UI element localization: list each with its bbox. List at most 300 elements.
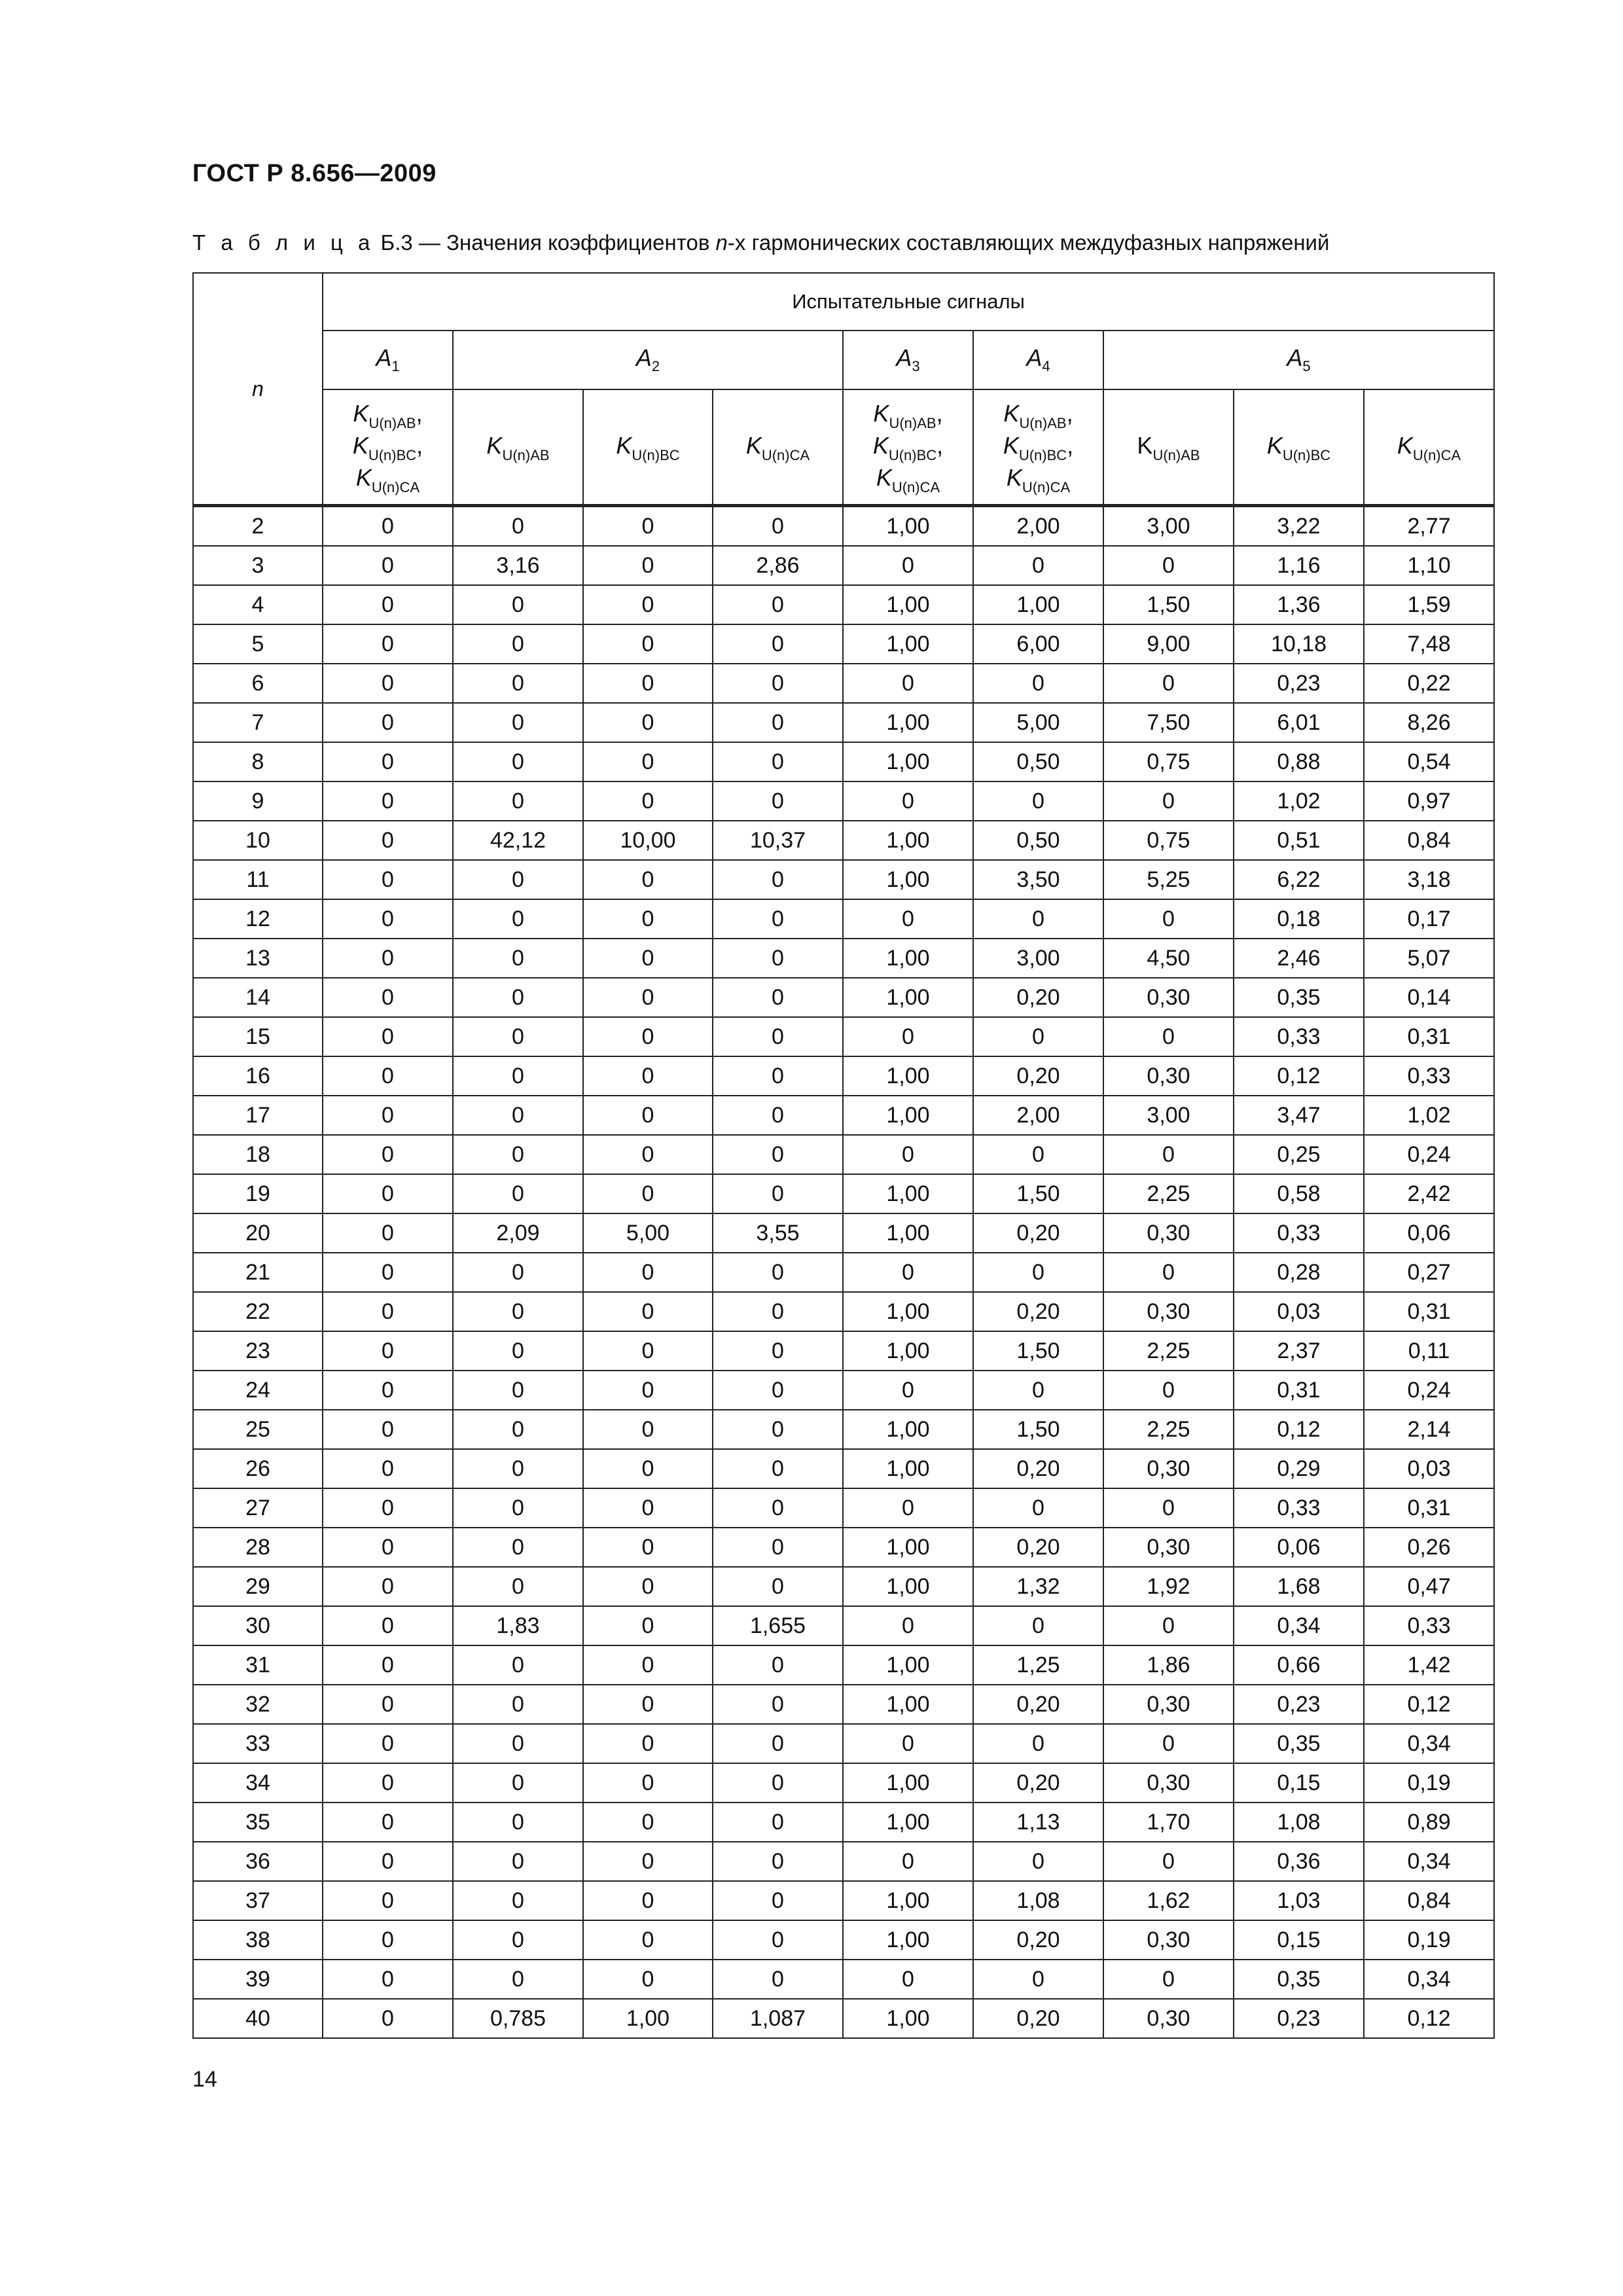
- coefficient-cell: 0: [323, 1449, 453, 1488]
- coefficient-cell: 0: [453, 1724, 583, 1763]
- coefficient-cell: 0: [713, 860, 843, 899]
- coefficient-cell: 0: [323, 703, 453, 742]
- signal-a2-header: $A_2$: [453, 331, 843, 389]
- coefficient-cell: 0: [323, 1528, 453, 1567]
- harmonic-number-cell: 38: [193, 1920, 323, 1960]
- caption-number: Б.3: [380, 230, 413, 255]
- harmonic-number-cell: 35: [193, 1803, 323, 1842]
- coefficient-cell: 0: [973, 1135, 1103, 1174]
- coefficient-cell: 0,30: [1103, 1213, 1234, 1253]
- coefficient-cell: 0: [583, 546, 713, 585]
- table-row: [193, 546, 1494, 585]
- signal-a4-header: $A_4$: [973, 331, 1103, 389]
- coefficient-cell: 0,26: [1364, 1528, 1494, 1567]
- coefficient-cell: 0: [713, 1763, 843, 1803]
- coefficient-cell: 1,25: [973, 1645, 1103, 1685]
- coefficient-cell: 0,20: [973, 1528, 1103, 1567]
- coefficient-cell: 0: [843, 664, 973, 703]
- coefficient-cell: 0: [453, 1763, 583, 1803]
- a5-k-ab-header: $K_{U(n)AB}$: [1103, 389, 1234, 506]
- signal-a5-header: $A_5$: [1103, 331, 1494, 389]
- harmonic-number-cell: 37: [193, 1881, 323, 1920]
- signals-header: Испытательные сигналы: [323, 273, 1494, 331]
- coefficient-cell: 0,34: [1364, 1960, 1494, 1999]
- coefficient-cell: 0: [323, 1056, 453, 1096]
- coefficient-cell: 1,00: [843, 1920, 973, 1960]
- table-row: [193, 1488, 1494, 1528]
- coefficient-cell: 0: [973, 1724, 1103, 1763]
- table-row: [193, 506, 1494, 547]
- coefficient-cell: 0: [583, 1606, 713, 1645]
- coefficient-cell: 0: [713, 1724, 843, 1763]
- coefficient-cell: 0: [453, 1960, 583, 1999]
- harmonic-number-cell: 31: [193, 1645, 323, 1685]
- table-row: [193, 1213, 1494, 1253]
- coefficient-cell: 0: [973, 1960, 1103, 1999]
- coefficient-cell: 0: [1103, 1606, 1234, 1645]
- coefficient-cell: 0: [453, 1410, 583, 1449]
- a5-k-ca-header: $K_{U(n)CA}$: [1364, 389, 1494, 506]
- table-body: [193, 506, 1494, 2039]
- coefficient-cell: 6,00: [973, 624, 1103, 664]
- coefficient-cell: 1,00: [843, 1331, 973, 1371]
- coefficient-cell: 4,50: [1103, 939, 1234, 978]
- coefficient-cell: 0: [583, 781, 713, 821]
- harmonic-number-cell: 27: [193, 1488, 323, 1528]
- coefficient-cell: 2,25: [1103, 1410, 1234, 1449]
- coefficient-cell: 1,00: [843, 1645, 973, 1685]
- coefficient-cell: 0: [583, 1685, 713, 1724]
- coefficient-cell: 0: [843, 1371, 973, 1410]
- coefficient-cell: 0: [583, 899, 713, 939]
- coefficient-cell: 0,19: [1364, 1763, 1494, 1803]
- coefficient-cell: 0: [973, 664, 1103, 703]
- coefficient-cell: 1,00: [843, 1999, 973, 2038]
- coefficient-cell: 0: [583, 1253, 713, 1292]
- coefficient-cell: 1,00: [843, 1763, 973, 1803]
- table-row: [193, 1999, 1494, 2038]
- harmonic-number-cell: 11: [193, 860, 323, 899]
- table-row: [193, 1881, 1494, 1920]
- coefficient-cell: 0: [583, 1488, 713, 1528]
- coefficient-cell: 1,50: [1103, 585, 1234, 624]
- table-row: [193, 1528, 1494, 1567]
- table-row: [193, 1960, 1494, 1999]
- coefficient-cell: 0: [1103, 781, 1234, 821]
- harmonic-number-cell: 10: [193, 821, 323, 860]
- coefficient-cell: 0: [583, 1331, 713, 1371]
- coefficient-cell: 0: [1103, 1724, 1234, 1763]
- coefficient-cell: 0: [713, 1292, 843, 1331]
- harmonic-number-cell: 16: [193, 1056, 323, 1096]
- table-row: [193, 664, 1494, 703]
- coefficient-cell: 0,66: [1234, 1645, 1364, 1685]
- coefficient-cell: 0,34: [1364, 1842, 1494, 1881]
- coefficient-cell: 0: [453, 624, 583, 664]
- coefficient-cell: 0: [973, 1488, 1103, 1528]
- coefficient-cell: 0,20: [973, 1056, 1103, 1096]
- coefficient-cell: 0,30: [1103, 1685, 1234, 1724]
- coefficient-cell: 0,34: [1234, 1606, 1364, 1645]
- coefficient-cell: 0: [583, 1371, 713, 1410]
- coefficient-cell: 0,23: [1234, 664, 1364, 703]
- coefficient-cell: 0: [323, 742, 453, 781]
- coefficient-cell: 0: [583, 1096, 713, 1135]
- coefficient-cell: 0: [323, 1606, 453, 1645]
- a2-k-ca-header: $K_{U(n)CA}$: [713, 389, 843, 506]
- signal-a3-header: $A_3$: [843, 331, 973, 389]
- coefficient-cell: 0,24: [1364, 1135, 1494, 1174]
- coefficient-cell: 5,00: [583, 1213, 713, 1253]
- coefficient-cell: 1,02: [1234, 781, 1364, 821]
- coefficient-cell: 0: [713, 978, 843, 1017]
- coefficient-cell: 0: [843, 1960, 973, 1999]
- coefficient-cell: 0: [323, 506, 453, 547]
- table-row: [193, 1292, 1494, 1331]
- table-row: [193, 1685, 1494, 1724]
- coefficient-cell: 0: [843, 1135, 973, 1174]
- coefficient-cell: 0: [453, 1331, 583, 1371]
- coefficient-cell: 1,13: [973, 1803, 1103, 1842]
- harmonic-number-cell: 36: [193, 1842, 323, 1881]
- coefficient-cell: 7,50: [1103, 703, 1234, 742]
- coefficient-cell: 0: [1103, 1017, 1234, 1056]
- coefficient-cell: 0,47: [1364, 1567, 1494, 1606]
- coefficient-cell: 1,00: [843, 1528, 973, 1567]
- coefficient-cell: 0,23: [1234, 1999, 1364, 2038]
- coefficients-table: [192, 272, 1495, 2039]
- signal-a1-header: $A_1$: [323, 331, 453, 389]
- coefficient-cell: 0: [843, 1488, 973, 1528]
- coefficient-cell: 0: [323, 1371, 453, 1410]
- coefficient-cell: 0,58: [1234, 1174, 1364, 1213]
- coefficient-cell: 0,20: [973, 1213, 1103, 1253]
- coefficient-cell: 0: [323, 1920, 453, 1960]
- coefficient-cell: 0: [1103, 1960, 1234, 1999]
- coefficient-cell: 0: [583, 624, 713, 664]
- coefficient-cell: 0,51: [1234, 821, 1364, 860]
- coefficient-cell: 0,89: [1364, 1803, 1494, 1842]
- coefficient-cell: 0: [453, 664, 583, 703]
- coefficient-cell: 0: [713, 1017, 843, 1056]
- document-header: ГОСТ Р 8.656—2009: [192, 160, 437, 187]
- coefficient-cell: 0,15: [1234, 1920, 1364, 1960]
- coefficient-cell: 0: [323, 664, 453, 703]
- coefficient-cell: 1,00: [843, 506, 973, 547]
- coefficient-cell: 0: [1103, 1371, 1234, 1410]
- coefficient-cell: 3,18: [1364, 860, 1494, 899]
- a2-k-bc-header: $K_{U(n)BC}$: [583, 389, 713, 506]
- coefficient-cell: 0,84: [1364, 821, 1494, 860]
- coefficient-cell: 0: [583, 1292, 713, 1331]
- coefficient-cell: 1,00: [843, 860, 973, 899]
- table-row: [193, 1449, 1494, 1488]
- coefficient-cell: 0,06: [1364, 1213, 1494, 1253]
- coefficient-cell: 0: [453, 1881, 583, 1920]
- harmonic-number-cell: 3: [193, 546, 323, 585]
- coefficient-cell: 0: [453, 1292, 583, 1331]
- coefficient-cell: 0: [453, 1017, 583, 1056]
- harmonic-number-cell: 12: [193, 899, 323, 939]
- coefficient-cell: 0: [453, 1371, 583, 1410]
- coefficient-cell: 0,75: [1103, 742, 1234, 781]
- coefficient-cell: 1,00: [973, 585, 1103, 624]
- coefficient-cell: 2,46: [1234, 939, 1364, 978]
- coefficient-cell: 0,35: [1234, 1724, 1364, 1763]
- coefficient-cell: 0,31: [1364, 1292, 1494, 1331]
- coefficient-cell: 0: [323, 546, 453, 585]
- coefficient-cell: 2,25: [1103, 1331, 1234, 1371]
- coefficient-cell: 0: [843, 1017, 973, 1056]
- harmonic-number-cell: 23: [193, 1331, 323, 1371]
- coefficient-cell: 0: [713, 1056, 843, 1096]
- coefficient-cell: 0: [583, 1056, 713, 1096]
- coefficient-cell: 0: [453, 1096, 583, 1135]
- coefficient-cell: 0,33: [1234, 1213, 1364, 1253]
- coefficient-cell: 0,50: [973, 821, 1103, 860]
- coefficient-cell: 1,00: [843, 1803, 973, 1842]
- a5-k-bc-header: $K_{U(n)BC}$: [1234, 389, 1364, 506]
- coefficient-cell: 0: [323, 899, 453, 939]
- coefficient-cell: 0: [583, 1410, 713, 1449]
- coefficient-cell: 1,00: [843, 1096, 973, 1135]
- coefficient-cell: 0: [453, 506, 583, 547]
- coefficient-cell: 0: [323, 1645, 453, 1685]
- table-row: [193, 978, 1494, 1017]
- coefficient-cell: 0,31: [1364, 1488, 1494, 1528]
- coefficient-cell: 1,00: [843, 821, 973, 860]
- coefficient-cell: 0: [323, 1999, 453, 2038]
- harmonic-number-cell: 18: [193, 1135, 323, 1174]
- coefficient-cell: 0: [453, 585, 583, 624]
- harmonic-number-cell: 33: [193, 1724, 323, 1763]
- caption-text-before: — Значения коэффициентов: [412, 230, 716, 255]
- coefficient-cell: 0,15: [1234, 1763, 1364, 1803]
- table-row: [193, 1410, 1494, 1449]
- coefficient-cell: 0: [1103, 1488, 1234, 1528]
- coefficient-cell: 0: [323, 860, 453, 899]
- coefficient-cell: 1,00: [583, 1999, 713, 2038]
- coefficient-cell: 0,97: [1364, 781, 1494, 821]
- table-row: [193, 1135, 1494, 1174]
- coefficient-cell: 0: [583, 1881, 713, 1920]
- coefficient-cell: 0: [713, 1842, 843, 1881]
- harmonic-number-cell: 2: [193, 506, 323, 547]
- table-row: [193, 1763, 1494, 1803]
- harmonic-number-cell: 29: [193, 1567, 323, 1606]
- coefficient-cell: 0: [713, 1685, 843, 1724]
- harmonic-number-cell: 19: [193, 1174, 323, 1213]
- coefficient-cell: 0,30: [1103, 1449, 1234, 1488]
- coefficient-cell: 2,00: [973, 1096, 1103, 1135]
- coefficient-cell: 0: [323, 1292, 453, 1331]
- coefficient-cell: 0,33: [1364, 1056, 1494, 1096]
- table-row: [193, 860, 1494, 899]
- coefficient-cell: 0: [323, 1017, 453, 1056]
- table-row: [193, 742, 1494, 781]
- coefficient-cell: 0: [453, 1488, 583, 1528]
- coefficient-cell: 0: [453, 1174, 583, 1213]
- coefficient-cell: 0: [713, 1331, 843, 1371]
- coefficient-cell: 1,00: [843, 939, 973, 978]
- table-row: [193, 703, 1494, 742]
- coefficient-cell: 0: [583, 585, 713, 624]
- coefficient-cell: 0: [713, 624, 843, 664]
- coefficient-cell: 0,12: [1234, 1056, 1364, 1096]
- coefficient-cell: 0: [1103, 1842, 1234, 1881]
- harmonic-number-cell: 25: [193, 1410, 323, 1449]
- coefficient-cell: 0: [323, 1803, 453, 1842]
- coefficient-cell: 0,20: [973, 978, 1103, 1017]
- coefficient-cell: 0: [323, 1763, 453, 1803]
- coefficient-cell: 0,34: [1364, 1724, 1494, 1763]
- table-row: [193, 1096, 1494, 1135]
- coefficient-cell: 0,33: [1234, 1488, 1364, 1528]
- coefficient-cell: 0,30: [1103, 1056, 1234, 1096]
- coefficient-cell: 0: [453, 1645, 583, 1685]
- coefficient-cell: 0,03: [1364, 1449, 1494, 1488]
- coefficient-cell: 5,25: [1103, 860, 1234, 899]
- coefficient-cell: 1,00: [843, 1056, 973, 1096]
- table-row: [193, 1056, 1494, 1096]
- table-row: [193, 1803, 1494, 1842]
- harmonic-number-cell: 24: [193, 1371, 323, 1410]
- coefficient-cell: 0,30: [1103, 1528, 1234, 1567]
- coefficient-cell: 0: [453, 1056, 583, 1096]
- coefficient-cell: 0: [453, 939, 583, 978]
- coefficient-cell: 0,33: [1234, 1017, 1364, 1056]
- coefficient-cell: 0: [583, 1763, 713, 1803]
- coefficient-cell: 0: [453, 1803, 583, 1842]
- harmonic-number-cell: 6: [193, 664, 323, 703]
- coefficient-cell: 0,75: [1103, 821, 1234, 860]
- harmonic-number-cell: 40: [193, 1999, 323, 2038]
- coefficient-cell: 3,00: [1103, 506, 1234, 547]
- coefficient-cell: 0: [323, 781, 453, 821]
- coefficient-cell: 0: [453, 742, 583, 781]
- coefficient-cell: 0: [323, 1096, 453, 1135]
- coefficient-cell: 0,23: [1234, 1685, 1364, 1724]
- coefficient-cell: 0,19: [1364, 1920, 1494, 1960]
- coefficient-cell: 0: [453, 1253, 583, 1292]
- table-row: [193, 1174, 1494, 1213]
- coefficient-cell: 0: [713, 1410, 843, 1449]
- coefficient-cell: 0: [713, 939, 843, 978]
- coefficient-cell: 2,14: [1364, 1410, 1494, 1449]
- coefficient-cell: 0,20: [973, 1920, 1103, 1960]
- caption-var: n: [715, 230, 728, 255]
- coefficient-cell: 0,30: [1103, 1763, 1234, 1803]
- table-row: [193, 1331, 1494, 1371]
- coefficient-cell: 3,50: [973, 860, 1103, 899]
- coefficient-cell: 2,00: [973, 506, 1103, 547]
- harmonic-number-cell: 5: [193, 624, 323, 664]
- coefficient-cell: 1,83: [453, 1606, 583, 1645]
- coefficient-cell: 0: [843, 1842, 973, 1881]
- coefficient-cell: 1,00: [843, 1449, 973, 1488]
- coefficient-cell: 0,50: [973, 742, 1103, 781]
- coefficient-cell: 0,28: [1234, 1253, 1364, 1292]
- coefficient-cell: 0: [713, 664, 843, 703]
- coefficient-cell: 0: [583, 506, 713, 547]
- coefficient-cell: 0,84: [1364, 1881, 1494, 1920]
- coefficient-cell: 1,00: [843, 1685, 973, 1724]
- harmonic-number-cell: 34: [193, 1763, 323, 1803]
- coefficient-cell: 0: [583, 1528, 713, 1567]
- harmonic-number-cell: 15: [193, 1017, 323, 1056]
- table-row: [193, 939, 1494, 978]
- coefficient-cell: 1,16: [1234, 546, 1364, 585]
- coefficient-cell: 0,20: [973, 1449, 1103, 1488]
- coefficient-cell: 0: [973, 546, 1103, 585]
- coefficient-cell: 0: [583, 1017, 713, 1056]
- coefficient-cell: 0,54: [1364, 742, 1494, 781]
- coefficient-cell: 0: [453, 1528, 583, 1567]
- coefficient-cell: 0,30: [1103, 1292, 1234, 1331]
- coefficient-cell: 1,68: [1234, 1567, 1364, 1606]
- coefficient-cell: 1,00: [843, 1410, 973, 1449]
- coefficient-cell: 0: [453, 1135, 583, 1174]
- coefficient-cell: 0,12: [1364, 1999, 1494, 2038]
- harmonic-number-cell: 32: [193, 1685, 323, 1724]
- coefficient-cell: 0: [973, 1253, 1103, 1292]
- coefficient-cell: 0: [713, 1371, 843, 1410]
- coefficient-cell: 1,00: [843, 1174, 973, 1213]
- coefficient-cell: 0,24: [1364, 1371, 1494, 1410]
- coefficient-cell: 1,03: [1234, 1881, 1364, 1920]
- coefficient-cell: 1,00: [843, 703, 973, 742]
- coefficient-cell: 0: [453, 781, 583, 821]
- coefficient-cell: 0: [713, 1449, 843, 1488]
- coefficient-cell: 0: [973, 1371, 1103, 1410]
- coefficient-cell: 6,22: [1234, 860, 1364, 899]
- harmonic-number-cell: 26: [193, 1449, 323, 1488]
- coefficient-cell: 0: [1103, 546, 1234, 585]
- coefficient-cell: 0: [1103, 899, 1234, 939]
- coefficient-cell: 0,30: [1103, 1920, 1234, 1960]
- a2-k-ab-header: $K_{U(n)AB}$: [453, 389, 583, 506]
- table-row: [193, 1567, 1494, 1606]
- coefficient-cell: 0,06: [1234, 1528, 1364, 1567]
- coefficient-cell: 10,37: [713, 821, 843, 860]
- harmonic-number-cell: 7: [193, 703, 323, 742]
- coefficient-cell: 1,50: [973, 1331, 1103, 1371]
- coefficient-cell: 0: [713, 1135, 843, 1174]
- coefficient-cell: 0: [843, 1253, 973, 1292]
- coefficient-cell: 0: [583, 1645, 713, 1685]
- a1-k-all-header: $K_{U(n)AB}$, $K_{U(n)BC}$, $K_{U(n)CA}$: [323, 389, 453, 506]
- coefficient-cell: 0: [1103, 1135, 1234, 1174]
- coefficient-cell: 0,25: [1234, 1135, 1364, 1174]
- coefficient-cell: 0: [323, 1881, 453, 1920]
- coefficient-cell: 0: [713, 1567, 843, 1606]
- coefficient-cell: 0: [583, 1567, 713, 1606]
- harmonic-number-cell: 21: [193, 1253, 323, 1292]
- coefficient-cell: 0: [713, 585, 843, 624]
- coefficient-cell: 1,50: [973, 1174, 1103, 1213]
- table-row: [193, 1920, 1494, 1960]
- coefficient-cell: 7,48: [1364, 624, 1494, 664]
- coefficient-cell: 1,00: [843, 624, 973, 664]
- coefficient-cell: 0,20: [973, 1292, 1103, 1331]
- harmonic-number-cell: 28: [193, 1528, 323, 1567]
- coefficient-cell: 0: [583, 1724, 713, 1763]
- page-number: 14: [192, 2067, 217, 2092]
- coefficient-cell: 0: [713, 781, 843, 821]
- coefficient-cell: 0: [713, 1096, 843, 1135]
- coefficient-cell: 0: [973, 781, 1103, 821]
- coefficient-cell: 1,00: [843, 742, 973, 781]
